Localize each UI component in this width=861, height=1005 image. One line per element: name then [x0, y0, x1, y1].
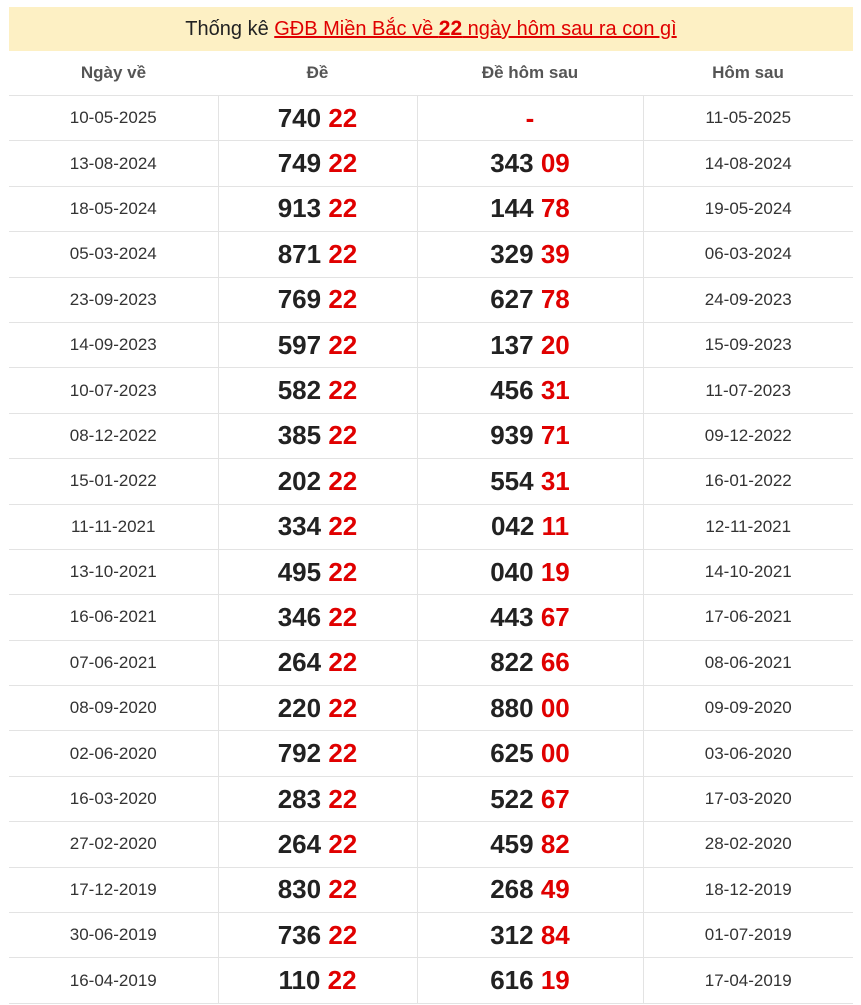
title-prefix: Thống kê [185, 17, 269, 40]
title-link[interactable]: GĐB Miền Bắc về 22 ngày hôm sau ra con gì [274, 17, 677, 40]
cell-date: 13-08-2024 [9, 141, 218, 186]
de-suffix: 22 [328, 556, 358, 587]
de-prefix: 736 [277, 919, 322, 950]
next-suffix: 39 [540, 238, 570, 269]
cell-date: 16-06-2021 [9, 595, 218, 640]
cell-next-date: 09-12-2022 [643, 413, 853, 458]
cell-de-hom-sau [417, 776, 643, 821]
de-suffix: 22 [328, 511, 358, 542]
table-row [9, 322, 853, 367]
de-prefix: 220 [277, 692, 322, 723]
cell-de-hom-sau [417, 504, 643, 549]
table-row [9, 595, 853, 640]
de-prefix: 264 [277, 647, 322, 678]
table-row [9, 640, 853, 685]
cell-de-hom-sau [417, 96, 643, 141]
table-row [9, 913, 853, 958]
cell-next-date: 03-06-2020 [643, 731, 853, 776]
de-prefix: 346 [277, 601, 322, 632]
cell-de-hom-sau [417, 595, 643, 640]
cell-de [218, 141, 417, 186]
de-suffix: 22 [328, 465, 358, 496]
next-prefix: 268 [490, 874, 534, 905]
cell-next-date: 11-05-2025 [643, 96, 853, 141]
de-suffix: 22 [328, 193, 358, 224]
cell-next-date: 28-02-2020 [643, 822, 853, 867]
table-row [9, 776, 853, 821]
cell-de [218, 186, 417, 231]
de-prefix: 334 [277, 511, 322, 542]
next-prefix: 939 [490, 420, 534, 451]
next-prefix: 616 [490, 965, 534, 996]
cell-next-date: 06-03-2024 [643, 232, 853, 277]
cell-date: 23-09-2023 [9, 277, 218, 322]
next-prefix: 522 [490, 783, 534, 814]
cell-de [218, 731, 417, 776]
next-prefix: 144 [490, 193, 534, 224]
next-prefix: 627 [490, 284, 534, 315]
cell-de-hom-sau [417, 958, 643, 1003]
table-row [9, 186, 853, 231]
cell-de-hom-sau [417, 822, 643, 867]
next-suffix: 31 [540, 375, 570, 406]
cell-de [218, 368, 417, 413]
cell-next-date: 14-10-2021 [643, 549, 853, 594]
next-suffix: 49 [540, 874, 570, 905]
de-suffix: 22 [328, 375, 358, 406]
cell-de-hom-sau [417, 186, 643, 231]
de-prefix: 283 [277, 783, 322, 814]
cell-date: 05-03-2024 [9, 232, 218, 277]
cell-de [218, 322, 417, 367]
results-table [9, 51, 853, 1004]
cell-de-hom-sau [417, 731, 643, 776]
de-prefix: 202 [277, 465, 322, 496]
header-de: Đề [218, 51, 417, 96]
title-number: 22 [438, 17, 463, 40]
cell-date: 10-07-2023 [9, 368, 218, 413]
table-row [9, 504, 853, 549]
next-suffix: 11 [541, 511, 570, 542]
table-row [9, 232, 853, 277]
cell-next-date: 08-06-2021 [643, 640, 853, 685]
de-prefix: 830 [277, 874, 322, 905]
table-row [9, 459, 853, 504]
table-header-row [9, 51, 853, 96]
de-prefix: 871 [277, 238, 322, 269]
table-row [9, 958, 853, 1003]
next-prefix: 625 [490, 738, 534, 769]
cell-date: 11-11-2021 [9, 504, 218, 549]
cell-next-date: 14-08-2024 [643, 141, 853, 186]
table-row [9, 549, 853, 594]
de-suffix: 22 [327, 965, 357, 996]
cell-de [218, 277, 417, 322]
cell-de-hom-sau [417, 549, 643, 594]
de-suffix: 22 [328, 692, 358, 723]
next-suffix: 19 [540, 965, 570, 996]
cell-de [218, 640, 417, 685]
table-row [9, 368, 853, 413]
cell-next-date: 18-12-2019 [643, 867, 853, 912]
next-prefix: 312 [490, 919, 534, 950]
next-prefix: 456 [490, 375, 534, 406]
header-hom-sau: Hôm sau [643, 51, 853, 96]
table-row [9, 141, 853, 186]
de-suffix: 22 [328, 601, 358, 632]
de-suffix: 22 [328, 647, 358, 678]
cell-de-hom-sau [417, 141, 643, 186]
cell-date: 30-06-2019 [9, 913, 218, 958]
cell-de [218, 686, 417, 731]
next-suffix: 82 [540, 828, 570, 859]
header-de-hom-sau: Đề hôm sau [417, 51, 643, 96]
next-prefix: 329 [490, 238, 534, 269]
table-row [9, 822, 853, 867]
table-row [9, 277, 853, 322]
table-row [9, 96, 853, 141]
cell-de [218, 549, 417, 594]
de-prefix: 769 [277, 284, 322, 315]
cell-date: 02-06-2020 [9, 731, 218, 776]
cell-next-date: 16-01-2022 [643, 459, 853, 504]
cell-date: 07-06-2021 [9, 640, 218, 685]
cell-de-hom-sau [417, 232, 643, 277]
next-prefix: 042 [490, 511, 535, 542]
next-suffix: 00 [540, 692, 570, 723]
de-prefix: 597 [277, 329, 322, 360]
de-suffix: 22 [328, 919, 358, 950]
cell-next-date: 11-07-2023 [643, 368, 853, 413]
next-suffix: 67 [540, 783, 570, 814]
table-body [9, 96, 853, 1004]
cell-next-date: 17-06-2021 [643, 595, 853, 640]
page-title [9, 7, 853, 51]
next-suffix: 78 [540, 284, 570, 315]
cell-next-date: 19-05-2024 [643, 186, 853, 231]
cell-next-date: 01-07-2019 [643, 913, 853, 958]
cell-de [218, 776, 417, 821]
cell-de-hom-sau [417, 277, 643, 322]
de-prefix: 264 [277, 828, 322, 859]
table-row [9, 867, 853, 912]
cell-de [218, 958, 417, 1003]
cell-date: 16-03-2020 [9, 776, 218, 821]
cell-de [218, 459, 417, 504]
next-suffix: 31 [540, 465, 570, 496]
de-prefix: 792 [277, 738, 322, 769]
next-suffix: 78 [540, 193, 570, 224]
de-suffix: 22 [328, 828, 358, 859]
de-prefix: 749 [277, 148, 322, 179]
cell-date: 18-05-2024 [9, 186, 218, 231]
cell-de [218, 96, 417, 141]
de-prefix: 110 [278, 965, 321, 996]
next-suffix: 00 [540, 738, 570, 769]
cell-de-hom-sau [417, 867, 643, 912]
cell-next-date: 09-09-2020 [643, 686, 853, 731]
next-suffix: 71 [540, 420, 570, 451]
next-suffix: 84 [540, 919, 570, 950]
cell-de-hom-sau [417, 413, 643, 458]
cell-date: 08-09-2020 [9, 686, 218, 731]
cell-date: 08-12-2022 [9, 413, 218, 458]
cell-date: 17-12-2019 [9, 867, 218, 912]
de-prefix: 740 [277, 102, 322, 133]
cell-de [218, 822, 417, 867]
de-prefix: 582 [277, 375, 322, 406]
next-suffix: 67 [540, 601, 570, 632]
cell-de-hom-sau [417, 368, 643, 413]
next-prefix: 880 [490, 692, 534, 723]
next-prefix: 554 [490, 465, 534, 496]
table-row [9, 731, 853, 776]
cell-de [218, 232, 417, 277]
de-suffix: 22 [328, 284, 358, 315]
cell-next-date: 17-03-2020 [643, 776, 853, 821]
cell-date: 14-09-2023 [9, 322, 218, 367]
cell-next-date: 17-04-2019 [643, 958, 853, 1003]
cell-de [218, 595, 417, 640]
cell-date: 27-02-2020 [9, 822, 218, 867]
next-prefix: 459 [490, 828, 534, 859]
cell-date: 16-04-2019 [9, 958, 218, 1003]
cell-de-hom-sau [417, 686, 643, 731]
next-suffix: 20 [540, 329, 570, 360]
next-prefix: 822 [490, 647, 534, 678]
next-suffix: 66 [540, 647, 570, 678]
cell-date: 10-05-2025 [9, 96, 218, 141]
cell-de [218, 913, 417, 958]
de-suffix: 22 [328, 874, 358, 905]
next-prefix: 343 [490, 148, 534, 179]
cell-de-hom-sau [417, 640, 643, 685]
cell-de [218, 504, 417, 549]
cell-date: 15-01-2022 [9, 459, 218, 504]
cell-de-hom-sau [417, 913, 643, 958]
de-prefix: 385 [277, 420, 322, 451]
cell-next-date: 12-11-2021 [643, 504, 853, 549]
cell-next-date: 15-09-2023 [643, 322, 853, 367]
next-prefix: 443 [490, 601, 534, 632]
stats-panel [9, 7, 853, 1004]
table-row [9, 686, 853, 731]
de-suffix: 22 [328, 420, 358, 451]
table-row [9, 413, 853, 458]
de-prefix: 495 [277, 556, 322, 587]
cell-de-hom-sau [417, 459, 643, 504]
de-suffix: 22 [328, 102, 358, 133]
de-suffix: 22 [328, 148, 358, 179]
de-suffix: 22 [328, 329, 358, 360]
cell-next-date: 24-09-2023 [643, 277, 853, 322]
de-suffix: 22 [328, 238, 358, 269]
next-suffix: 19 [540, 556, 570, 587]
cell-date: 13-10-2021 [9, 549, 218, 594]
next-prefix: 137 [490, 329, 534, 360]
cell-de [218, 413, 417, 458]
de-suffix: 22 [328, 738, 358, 769]
cell-de-hom-sau [417, 322, 643, 367]
next-prefix: 040 [490, 556, 534, 587]
next-missing: - [525, 102, 535, 133]
header-ngay-ve: Ngày về [9, 51, 218, 96]
next-suffix: 09 [540, 148, 570, 179]
de-prefix: 913 [277, 193, 322, 224]
de-suffix: 22 [328, 783, 358, 814]
cell-de [218, 867, 417, 912]
